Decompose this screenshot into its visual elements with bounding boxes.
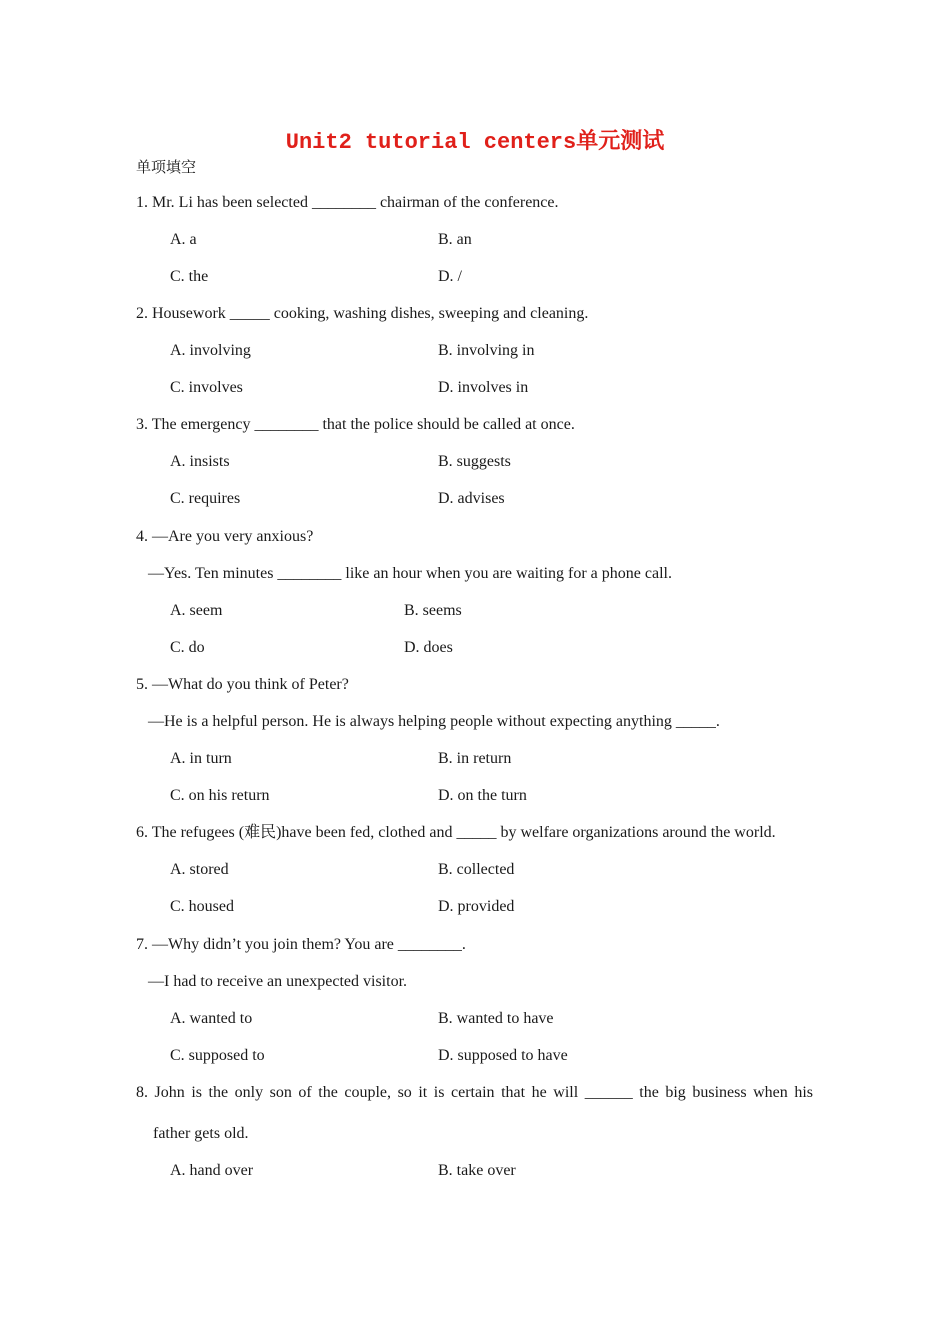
title-chinese: 单元测试 xyxy=(576,129,665,154)
question-5-stem: 5. —What do you think of Peter? xyxy=(136,676,349,693)
question-7-stem: 7. —Why didn’t you join them? You are ________. xyxy=(136,936,466,953)
question-2-option-a: A. involving xyxy=(170,342,251,359)
question-6-option-d: D. provided xyxy=(438,898,515,915)
question-4-option-d: D. does xyxy=(404,639,453,656)
question-8-option-b: B. take over xyxy=(438,1162,516,1179)
question-1-option-d: D. / xyxy=(438,268,462,285)
question-7-option-c: C. supposed to xyxy=(170,1047,265,1064)
question-5-option-c: C. on his return xyxy=(170,787,270,804)
question-6-option-a: A. stored xyxy=(170,861,229,878)
question-1-option-b: B. an xyxy=(438,231,472,248)
question-4-reply: —Yes. Ten minutes ________ like an hour when you are waiting for a phone call. xyxy=(148,565,672,582)
question-6-stem: 6. The refugees (难民)have been fed, clothed and _____ by welfare organizations around the world. xyxy=(136,824,776,841)
question-2-stem: 2. Housework _____ cooking, washing dishes, sweeping and cleaning. xyxy=(136,305,589,322)
question-3-option-d: D. advises xyxy=(438,490,505,507)
question-1-option-a: A. a xyxy=(170,231,197,248)
question-4-stem: 4. —Are you very anxious? xyxy=(136,528,314,545)
question-2-option-d: D. involves in xyxy=(438,379,529,396)
question-1-option-c: C. the xyxy=(170,268,209,285)
question-7-option-d: D. supposed to have xyxy=(438,1047,568,1064)
title-english: Unit2 tutorial centers xyxy=(285,130,577,155)
question-2-option-b: B. involving in xyxy=(438,342,535,359)
page-title xyxy=(0,124,950,155)
question-8-option-a: A. hand over xyxy=(170,1162,254,1179)
question-5-option-a: A. in turn xyxy=(170,750,232,767)
question-2-option-c: C. involves xyxy=(170,379,243,396)
question-5-option-b: B. in return xyxy=(438,750,512,767)
question-3-stem: 3. The emergency ________ that the police should be called at once. xyxy=(136,416,575,433)
question-7-option-b: B. wanted to have xyxy=(438,1010,554,1027)
question-5-option-d: D. on the turn xyxy=(438,787,527,804)
question-7-option-a: A. wanted to xyxy=(170,1010,253,1027)
question-6-option-c: C. housed xyxy=(170,898,234,915)
question-4-option-c: C. do xyxy=(170,639,205,656)
question-6-option-b: B. collected xyxy=(438,861,515,878)
section-heading: 单项填空 xyxy=(136,158,197,176)
question-3-option-a: A. insists xyxy=(170,453,230,470)
question-3-option-b: B. suggests xyxy=(438,453,511,470)
question-4-option-b: B. seems xyxy=(404,602,462,619)
question-5-reply: —He is a helpful person. He is always helping people without expecting anything _____. xyxy=(148,713,720,730)
question-1-stem: 1. Mr. Li has been selected ________ chairman of the conference. xyxy=(136,194,559,211)
question-8-stem: 8. John is the only son of the couple, so it is certain that he will ______ the big business when his xyxy=(136,1084,813,1101)
question-8-stem-continued: father gets old. xyxy=(153,1125,249,1142)
question-3-option-c: C. requires xyxy=(170,490,241,507)
question-7-reply: —I had to receive an unexpected visitor. xyxy=(148,973,408,990)
question-4-option-a: A. seem xyxy=(170,602,223,619)
